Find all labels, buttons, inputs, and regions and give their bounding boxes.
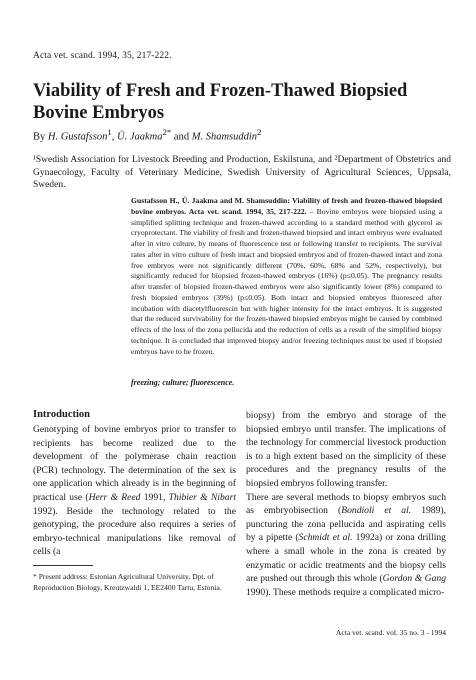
affiliation: ¹Swedish Association for Livestock Breeding and Production, Eskilstuna, and ²Department of Obstetrics and Gynaecology, Faculty of Veterinary Medicine, Swedish University of Agricultural Sciences, Uppsala, Sweden. [33, 155, 451, 190]
section-heading-introduction: Introduction [33, 409, 90, 420]
right-text-a: There are several methods to biopsy embryos such as embryobisection ( [246, 491, 446, 517]
right-paragraph-1: biopsy) from the embryo and storage of the biopsied embryo until transfer. The implications of the technology for commercial livestock production is to a high extent based on the simplicity of these procedures and the pregnancy results of the biopsied embryos following transfer. [246, 410, 446, 489]
right-text-c: 1992a) or zona drilling where a small whole in the zona is created by enzymatic or acidic treatments and the biopsy cells are pushed out through this whole ( [246, 532, 446, 585]
abstract-citation: Gustafsson H., Ü. Jaakma and M. Shamsuddin: Viability of fresh and frozen-thawed biopsied bovine embryos. Acta vet. scand. 1994, 35, 217-222. [131, 196, 442, 216]
right-citation-1: Bondioli et al. [341, 505, 412, 517]
body-column-left [33, 423, 236, 559]
right-citation-2: Schmidt et al. [298, 532, 353, 544]
right-citation-3: Gordon & Gang [382, 573, 447, 585]
authors-separator-2: and [171, 131, 192, 143]
keywords: freezing; culture; fluorescence. [131, 378, 235, 387]
body-column-right [246, 409, 446, 599]
author-3-mark: 2 [257, 127, 262, 137]
author-line [33, 127, 261, 143]
right-text-d: 1990). These methods require a complicated micro- [246, 586, 445, 598]
footnote: * Present address: Estonian Agricultural University, Dpt. of Reproduction Biology, Kreutzwaldi 1, EE2400 Tartu, Estonia. [33, 572, 222, 592]
journal-reference: Acta vet. scand. 1994, 35, 217-222. [33, 51, 172, 61]
author-2: Ü. Jaakma [117, 131, 163, 143]
left-citation-2: Thibier & Nibart [168, 491, 236, 503]
title-line-1: Viability of Fresh and Frozen-Thawed Biopsied [33, 81, 408, 101]
left-text-3: 1992). Beside the technology related to the genotyping, the procedure also requires a series of embryo-technical manipulations like removal of cells (a [33, 505, 236, 558]
left-text-2: 1991, [140, 491, 169, 503]
title-line-2: Bovine Embryos [33, 103, 165, 123]
left-citation-1: Herr & Reed [88, 491, 141, 503]
author-1: H. Gustafsson [47, 131, 108, 143]
right-paragraph-2 [246, 491, 446, 600]
author-3: M. Shamsuddin [191, 131, 258, 143]
author-1-mark: 1 [107, 127, 112, 137]
page-footer: Acta vet. scand. vol. 35 no. 3 - 1994 [335, 628, 446, 637]
authors-prefix: By [33, 131, 48, 143]
paper-title [33, 80, 453, 124]
abstract [131, 196, 442, 357]
right-text-b: 1989), puncturing the zona pellucida and aspirating cells by a pipette ( [246, 505, 446, 544]
author-2-mark: 2* [162, 127, 172, 137]
left-text-1: Genotyping of bovine embryos prior to transfer to recipients has become realized due to the development of the polymerase chain reaction (PCR) technology. The determination of the sex is one application which already is in the beginning of practical use ( [33, 424, 236, 503]
footnote-divider [33, 565, 93, 566]
abstract-text: – Bovine embryos were biopsied using a simplified splitting technique and frozen-thawed according to a standard method with glycerol as cryoprotectant. The viability of fresh and frozen-thawed biopsied and intact embryos were evaluated after in vitro culture, by means of fluorescence test or following transfer to recipients. The survival rates after in vitro culture of fresh intact and biopsied embryos and of frozen-thawed intact and zona free embryos were not significantly different (70%, 60%, 68% and 52%, respectively), but significantly reduced for biopsied frozen-thawed embryos (16%) (p≤0.05). The pregnancy results after transfer of biopsied frozen-thawed embryos were also significantly lower (8%) compared to fresh biopsied embryos (39%) (p≤0.05). Both intact and biopsied embryos fluoresced after incubation with diacetylfluorescin but with higher intensity for the intact embryos. It is suggested that the reduced survivability for the frozen-thawed biopsied embryos might be caused by combined effects of the loss of the zona pellucida and the reduction of cells as a result of the simplified biopsy technique. It is concluded that improved biopsy and/or freezing techniques must be used if biopsied embryos have to be frozen. [131, 206, 442, 356]
authors-separator-1: , [111, 131, 118, 143]
